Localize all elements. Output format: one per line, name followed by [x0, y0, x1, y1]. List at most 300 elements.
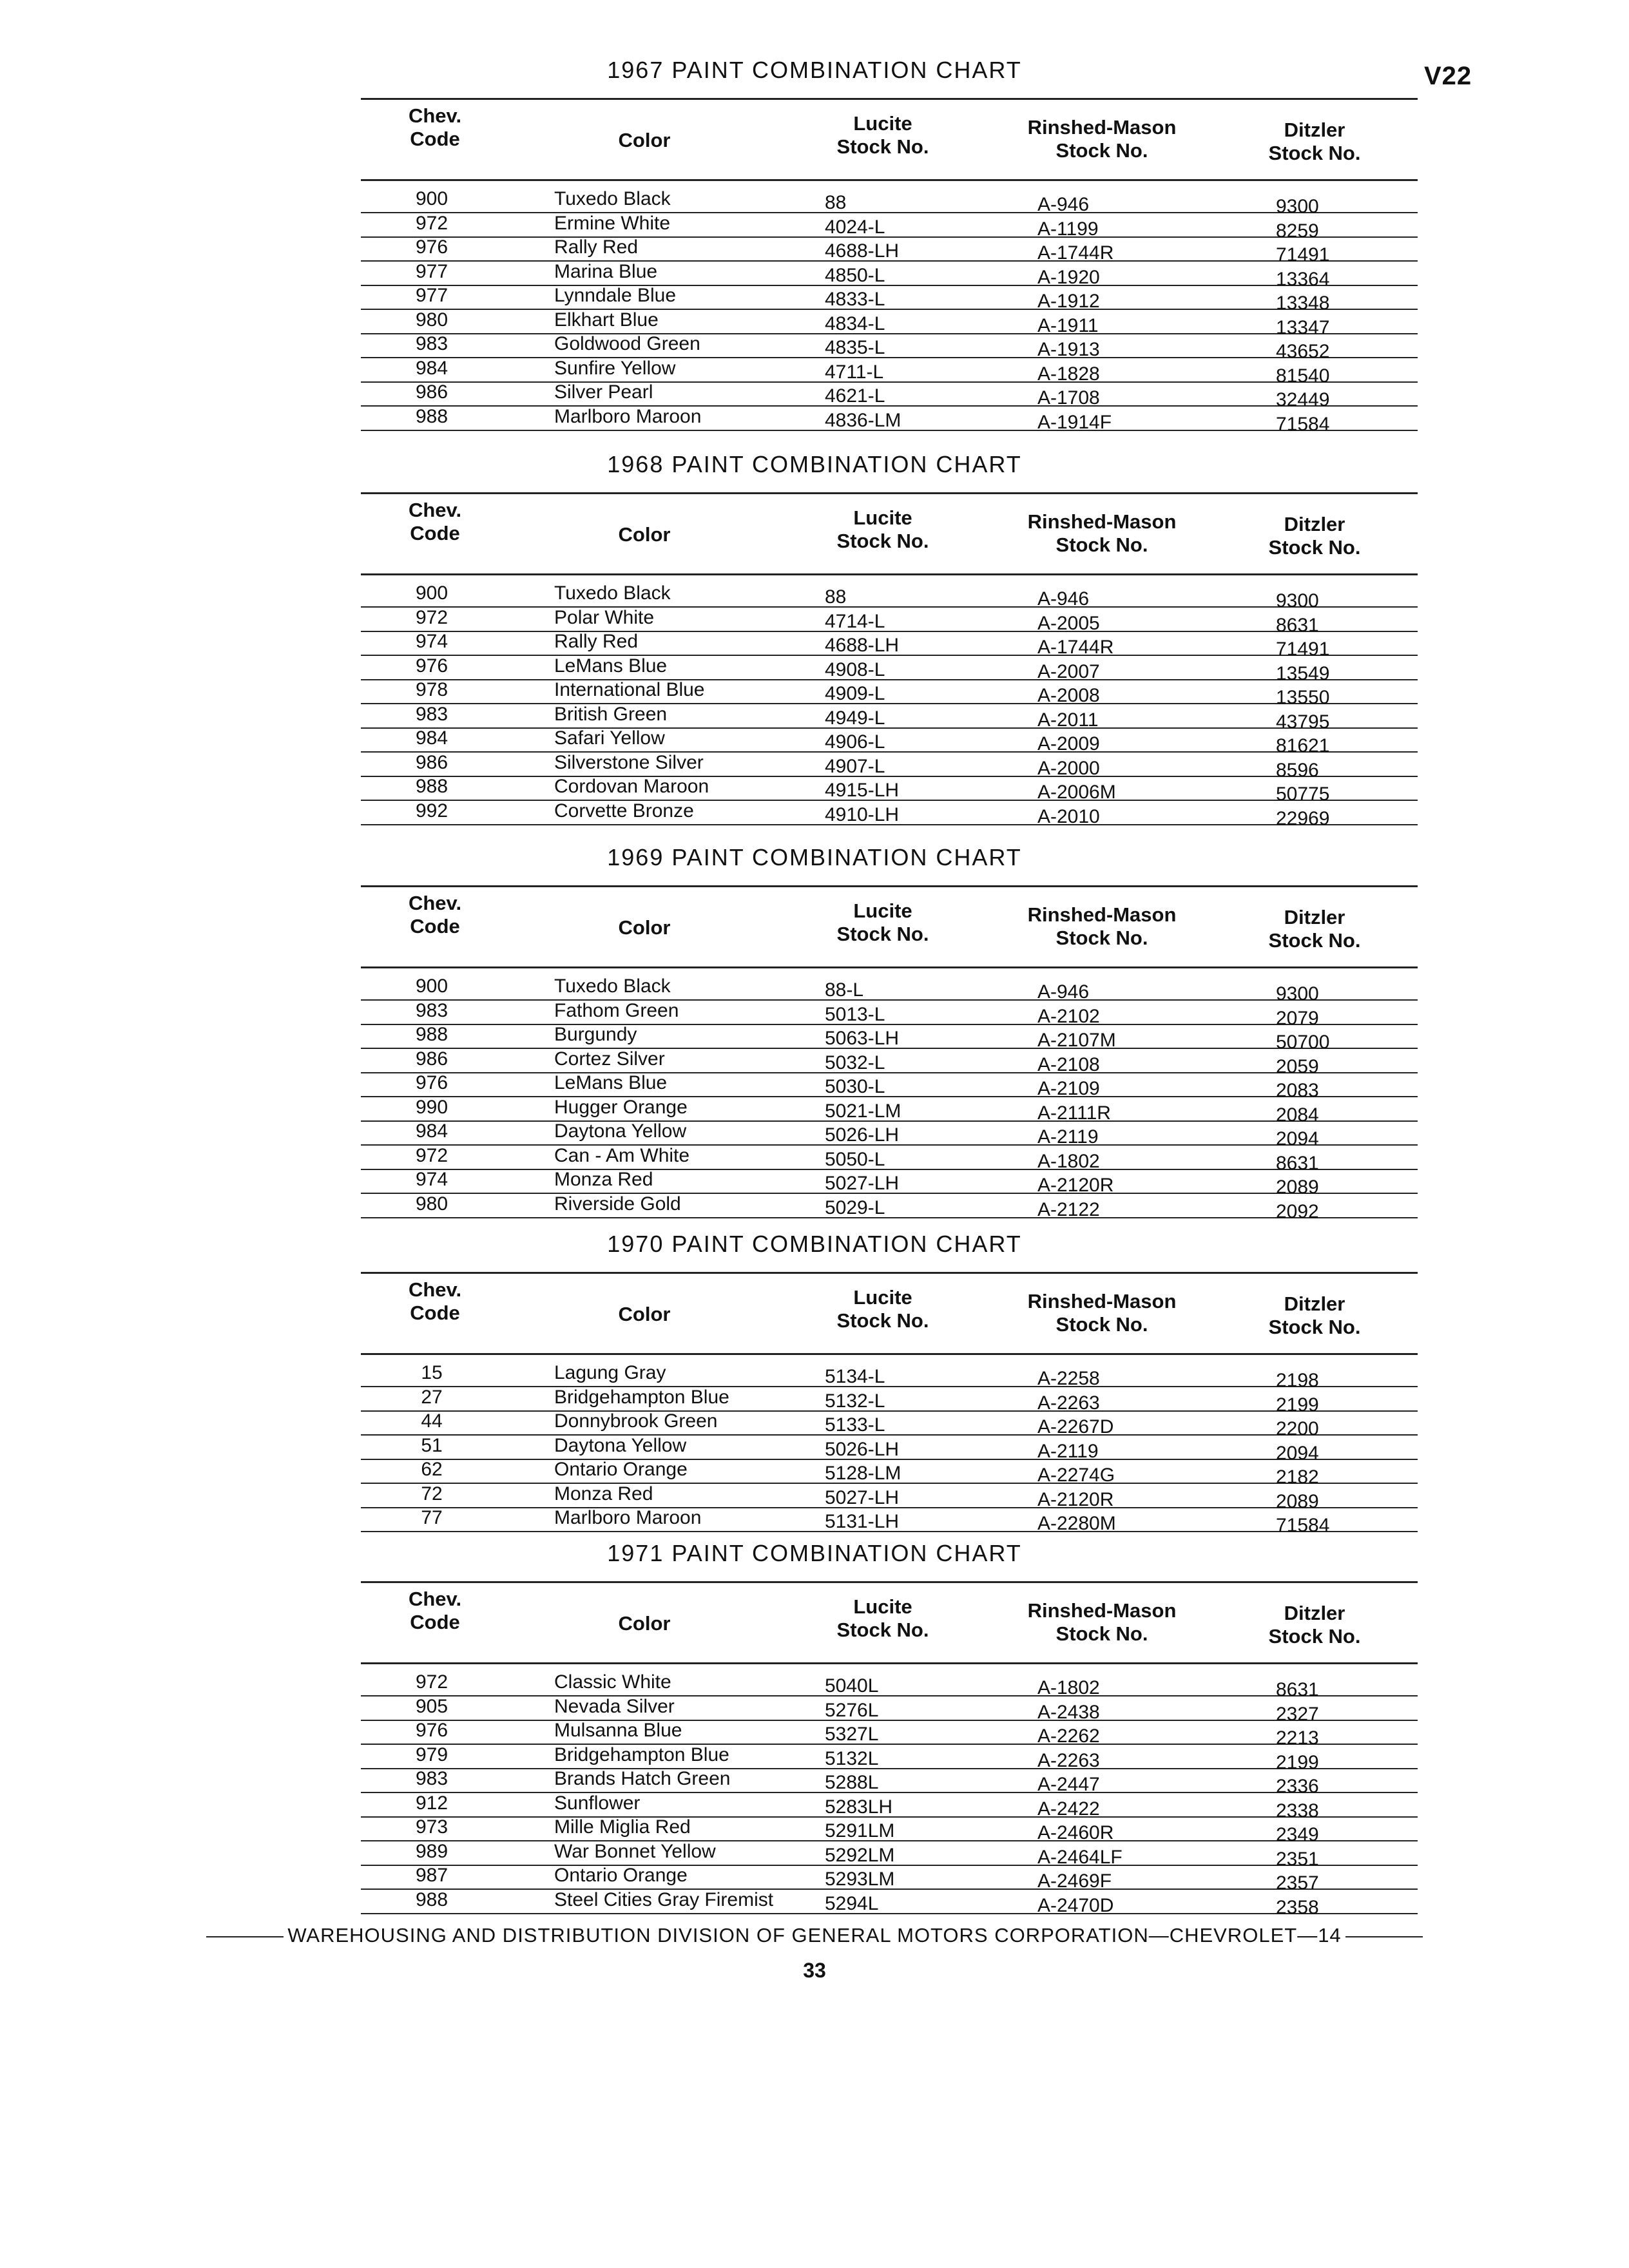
header-color: Color [618, 916, 671, 939]
cell-ditzler: 2059 [1276, 1055, 1319, 1077]
header-ditzler: Ditzler Stock No. [1268, 1293, 1361, 1338]
cell-lucite: 5292LM [825, 1844, 895, 1866]
header-lucite: Lucite Stock No. [836, 1595, 929, 1641]
table-row [361, 631, 1418, 660]
cell-rinshed: A-2263 [1037, 1392, 1100, 1414]
table-row [361, 333, 1418, 362]
table-row [361, 776, 1418, 805]
cell-rinshed: A-946 [1037, 981, 1090, 1003]
cell-color: Mulsanna Blue [554, 1720, 682, 1741]
header-bottom-rule [361, 1662, 1418, 1664]
cell-color: Marlboro Maroon [554, 1507, 702, 1528]
table-row [361, 606, 1418, 636]
cell-color: Polar White [554, 606, 655, 628]
table-row [361, 1840, 1418, 1870]
cell-lucite: 4688-LH [825, 635, 900, 656]
cell-ditzler: 2094 [1276, 1442, 1319, 1464]
cell-ditzler: 2338 [1276, 1800, 1319, 1821]
cell-ditzler: 81621 [1276, 735, 1330, 756]
cell-code: 905 [415, 1695, 448, 1717]
cell-rinshed: A-1708 [1037, 387, 1100, 408]
cell-lucite: 4621-L [825, 385, 885, 407]
table-row [361, 727, 1418, 756]
cell-lucite: 5050-L [825, 1148, 885, 1170]
cell-rinshed: A-946 [1037, 588, 1090, 610]
cell-lucite: 4907-L [825, 755, 885, 777]
cell-color: Silver Pearl [554, 381, 653, 403]
cell-rinshed: A-1911 [1037, 314, 1099, 336]
cell-lucite: 5013-L [825, 1003, 885, 1025]
cell-color: Nevada Silver [554, 1695, 675, 1717]
header-color: Color [618, 1612, 671, 1635]
cell-ditzler: 8596 [1276, 759, 1319, 781]
cell-lucite: 5276L [825, 1699, 879, 1721]
cell-ditzler: 2351 [1276, 1848, 1319, 1870]
cell-lucite: 5294L [825, 1892, 879, 1914]
cell-rinshed: A-1744R [1037, 242, 1114, 264]
cell-rinshed: A-2111R [1037, 1102, 1111, 1124]
table-row [361, 1483, 1418, 1512]
cell-lucite: 4908-L [825, 658, 885, 680]
footer-rule-right [1345, 1936, 1423, 1937]
footer-rule-left [206, 1936, 284, 1937]
cell-rinshed: A-2263 [1037, 1749, 1100, 1771]
cell-color: Silverstone Silver [554, 751, 704, 773]
chart-title: 1967 PAINT COMBINATION CHART [607, 57, 1022, 83]
cell-ditzler: 81540 [1276, 365, 1330, 387]
cell-code: 977 [415, 285, 448, 306]
header-color: Color [618, 523, 671, 546]
cell-ditzler: 13549 [1276, 662, 1330, 684]
table-row [361, 1671, 1418, 1700]
cell-code: 986 [415, 751, 448, 773]
table-row [361, 703, 1418, 733]
cell-code: 972 [415, 1671, 448, 1693]
cell-ditzler: 8631 [1276, 1152, 1319, 1174]
cell-lucite: 4910-LH [825, 803, 900, 825]
cell-code: 988 [415, 1888, 448, 1910]
cell-ditzler: 2357 [1276, 1872, 1319, 1894]
table-row [361, 1768, 1418, 1797]
cell-color: War Bonnet Yellow [554, 1840, 716, 1862]
header-code: Chev. Code [408, 1278, 462, 1324]
cell-rinshed: A-1199 [1037, 218, 1099, 240]
cell-rinshed: A-2119 [1037, 1126, 1099, 1148]
cell-lucite: 4906-L [825, 731, 885, 753]
cell-lucite: 4024-L [825, 216, 885, 238]
cell-code: 984 [415, 1120, 448, 1142]
cell-color: Riverside Gold [554, 1193, 681, 1215]
cell-color: Tuxedo Black [554, 975, 671, 997]
cell-code: 972 [415, 212, 448, 234]
header-top-rule [361, 1272, 1418, 1274]
cell-lucite: 5132L [825, 1747, 879, 1769]
cell-code: 983 [415, 1768, 448, 1789]
table-row [361, 1072, 1418, 1101]
cell-color: Bridgehampton Blue [554, 1744, 729, 1765]
cell-code: 974 [415, 1169, 448, 1190]
cell-rinshed: A-2011 [1037, 709, 1099, 731]
cell-ditzler: 2198 [1276, 1370, 1319, 1391]
cell-color: Ermine White [554, 212, 671, 234]
cell-ditzler: 13550 [1276, 687, 1330, 708]
cell-rinshed: A-2262 [1037, 1725, 1100, 1747]
header-top-rule [361, 492, 1418, 494]
cell-color: Burgundy [554, 1024, 637, 1045]
cell-color: Daytona Yellow [554, 1434, 687, 1456]
cell-rinshed: A-1802 [1037, 1150, 1100, 1172]
footer [0, 1924, 1629, 1947]
cell-rinshed: A-2010 [1037, 805, 1100, 827]
cell-color: Monza Red [554, 1483, 653, 1504]
cell-code: 44 [421, 1410, 443, 1432]
cell-lucite: 4834-L [825, 312, 885, 334]
table-row [361, 1792, 1418, 1821]
cell-color: Goldwood Green [554, 333, 700, 354]
cell-lucite: 4711-L [825, 361, 884, 383]
cell-rinshed: A-2438 [1037, 1701, 1100, 1723]
cell-color: Bridgehampton Blue [554, 1386, 729, 1408]
cell-color: Classic White [554, 1671, 671, 1693]
table-row [361, 260, 1418, 290]
cell-ditzler: 2079 [1276, 1007, 1319, 1029]
cell-ditzler: 8631 [1276, 614, 1319, 636]
cell-code: 976 [415, 236, 448, 258]
cell-ditzler: 2089 [1276, 1490, 1319, 1512]
cell-color: Can - Am White [554, 1144, 690, 1166]
table-row [361, 236, 1418, 265]
cell-ditzler: 2349 [1276, 1824, 1319, 1845]
cell-color: Fathom Green [554, 999, 679, 1021]
cell-code: 986 [415, 1048, 448, 1070]
cell-lucite: 88-L [825, 979, 864, 1001]
header-lucite: Lucite Stock No. [836, 506, 929, 552]
cell-code: 972 [415, 1144, 448, 1166]
cell-color: Sunfire Yellow [554, 357, 676, 379]
table-row [361, 357, 1418, 387]
header-code: Chev. Code [408, 499, 462, 544]
table-row [361, 285, 1418, 314]
cell-code: 987 [415, 1865, 448, 1886]
cell-lucite: 5032-L [825, 1052, 885, 1073]
cell-color: British Green [554, 703, 668, 725]
header-lucite: Lucite Stock No. [836, 1286, 929, 1332]
cell-color: Corvette Bronze [554, 800, 694, 822]
cell-code: 976 [415, 1072, 448, 1093]
cell-code: 900 [415, 975, 448, 997]
cell-code: 27 [421, 1386, 443, 1408]
cell-rinshed: A-2000 [1037, 757, 1100, 779]
header-bottom-rule [361, 966, 1418, 968]
cell-code: 973 [415, 1816, 448, 1838]
cell-color: International Blue [554, 679, 705, 700]
cell-ditzler: 22969 [1276, 807, 1330, 829]
cell-code: 983 [415, 999, 448, 1021]
cell-code: 77 [421, 1507, 443, 1528]
table-row [361, 1434, 1418, 1464]
cell-rinshed: A-2267D [1037, 1416, 1114, 1437]
cell-rinshed: A-946 [1037, 194, 1090, 215]
cell-rinshed: A-2280M [1037, 1513, 1116, 1534]
cell-lucite: 4915-LH [825, 780, 900, 801]
header-bottom-rule [361, 1353, 1418, 1355]
cell-lucite: 4850-L [825, 264, 885, 286]
header-ditzler: Ditzler Stock No. [1268, 119, 1361, 164]
table-row [361, 188, 1418, 217]
cell-rinshed: A-1912 [1037, 291, 1100, 312]
cell-lucite: 5132-L [825, 1390, 885, 1412]
table-row [361, 1193, 1418, 1222]
cell-lucite: 4835-L [825, 337, 885, 358]
table-row [361, 679, 1418, 708]
cell-lucite: 88 [825, 192, 847, 213]
cell-code: 976 [415, 1720, 448, 1741]
cell-ditzler: 2083 [1276, 1080, 1319, 1101]
table-row [361, 1865, 1418, 1894]
cell-rinshed: A-2107M [1037, 1030, 1116, 1051]
table-row [361, 1144, 1418, 1174]
cell-lucite: 5040L [825, 1675, 879, 1696]
cell-rinshed: A-2470D [1037, 1894, 1114, 1916]
cell-lucite: 88 [825, 586, 847, 608]
cell-color: Elkhart Blue [554, 309, 659, 331]
cell-code: 51 [421, 1434, 443, 1456]
page-code: V22 [1424, 62, 1472, 90]
table-row [361, 1507, 1418, 1536]
cell-code: 990 [415, 1096, 448, 1118]
cell-ditzler: 8259 [1276, 220, 1319, 242]
cell-code: 62 [421, 1459, 443, 1480]
table-row [361, 1096, 1418, 1126]
table-row [361, 1024, 1418, 1053]
table-row [361, 1410, 1418, 1439]
cell-code: 988 [415, 405, 448, 427]
table-row [361, 975, 1418, 1004]
cell-ditzler: 71584 [1276, 1515, 1330, 1536]
footer-text: WAREHOUSING AND DISTRIBUTION DIVISION OF GENERAL MOTORS CORPORATION—CHEVROLET—14 [287, 1924, 1342, 1946]
cell-rinshed: A-1802 [1037, 1677, 1100, 1698]
header-ditzler: Ditzler Stock No. [1268, 513, 1361, 559]
cell-ditzler: 71491 [1276, 244, 1330, 265]
cell-color: Ontario Orange [554, 1865, 688, 1886]
header-lucite: Lucite Stock No. [836, 899, 929, 945]
cell-rinshed: A-2120R [1037, 1175, 1114, 1196]
cell-lucite: 5131-LH [825, 1511, 900, 1532]
cell-ditzler: 2336 [1276, 1776, 1319, 1797]
cell-ditzler: 9300 [1276, 590, 1319, 611]
cell-color: Cordovan Maroon [554, 776, 709, 797]
cell-code: 974 [415, 631, 448, 652]
cell-code: 984 [415, 357, 448, 379]
cell-ditzler: 50775 [1276, 783, 1330, 805]
cell-code: 900 [415, 188, 448, 209]
cell-color: Lagung Gray [554, 1362, 666, 1383]
cell-code: 983 [415, 333, 448, 354]
table-row [361, 309, 1418, 338]
cell-code: 986 [415, 381, 448, 403]
cell-code: 989 [415, 1840, 448, 1862]
cell-rinshed: A-1920 [1037, 266, 1100, 288]
cell-lucite: 5027-LH [825, 1486, 900, 1508]
cell-lucite: 5021-LM [825, 1100, 901, 1122]
page-number: 33 [803, 1959, 826, 1982]
header-top-rule [361, 98, 1418, 100]
cell-lucite: 5327L [825, 1724, 879, 1745]
cell-rinshed: A-2120R [1037, 1488, 1114, 1510]
cell-lucite: 4714-L [825, 610, 885, 632]
cell-color: Monza Red [554, 1169, 653, 1190]
cell-lucite: 5030-L [825, 1076, 885, 1097]
cell-lucite: 4909-L [825, 683, 885, 704]
header-rinshed: Rinshed-Mason Stock No. [1027, 903, 1177, 949]
cell-code: 983 [415, 703, 448, 725]
cell-rinshed: A-2007 [1037, 660, 1100, 682]
header-ditzler: Ditzler Stock No. [1268, 1602, 1361, 1648]
header-rinshed: Rinshed-Mason Stock No. [1027, 116, 1177, 162]
chart-title: 1968 PAINT COMBINATION CHART [607, 451, 1022, 477]
cell-ditzler: 2092 [1276, 1200, 1319, 1222]
table-row [361, 1888, 1418, 1918]
table-row [361, 999, 1418, 1029]
header-top-rule [361, 1581, 1418, 1583]
cell-lucite: 5291LM [825, 1820, 895, 1841]
cell-ditzler: 2200 [1276, 1418, 1319, 1439]
table-row [361, 1120, 1418, 1149]
table-row [361, 1169, 1418, 1198]
cell-color: Brands Hatch Green [554, 1768, 731, 1789]
cell-color: Tuxedo Black [554, 582, 671, 604]
header-rinshed: Rinshed-Mason Stock No. [1027, 510, 1177, 556]
table-row [361, 1695, 1418, 1725]
cell-ditzler: 71584 [1276, 413, 1330, 435]
cell-color: Donnybrook Green [554, 1410, 718, 1432]
cell-ditzler: 2327 [1276, 1703, 1319, 1725]
cell-code: 15 [421, 1362, 443, 1383]
cell-color: Cortez Silver [554, 1048, 665, 1070]
cell-ditzler: 2182 [1276, 1466, 1319, 1488]
cell-lucite: 5026-LH [825, 1438, 900, 1460]
cell-color: LeMans Blue [554, 655, 668, 677]
cell-ditzler: 71491 [1276, 639, 1330, 660]
cell-lucite: 4949-L [825, 707, 885, 729]
table-row [361, 381, 1418, 410]
table-row [361, 751, 1418, 781]
cell-code: 912 [415, 1792, 448, 1814]
cell-ditzler: 2084 [1276, 1104, 1319, 1126]
cell-lucite: 4836-LM [825, 409, 901, 431]
table-row [361, 1459, 1418, 1488]
header-rinshed: Rinshed-Mason Stock No. [1027, 1599, 1177, 1645]
header-bottom-rule [361, 179, 1418, 181]
cell-ditzler: 2199 [1276, 1751, 1319, 1773]
cell-code: 72 [421, 1483, 443, 1504]
header-color: Color [618, 129, 671, 151]
cell-color: Daytona Yellow [554, 1120, 687, 1142]
cell-lucite: 4833-L [825, 289, 885, 310]
cell-code: 992 [415, 800, 448, 822]
table-row [361, 405, 1418, 435]
cell-code: 972 [415, 606, 448, 628]
cell-rinshed: A-1744R [1037, 637, 1114, 658]
cell-color: Rally Red [554, 631, 639, 652]
cell-rinshed: A-2258 [1037, 1368, 1100, 1389]
cell-lucite: 5293LM [825, 1869, 895, 1890]
header-rinshed: Rinshed-Mason Stock No. [1027, 1290, 1177, 1336]
header-color: Color [618, 1303, 671, 1325]
cell-rinshed: A-1914F [1037, 411, 1112, 433]
cell-rinshed: A-2006M [1037, 782, 1116, 803]
cell-code: 980 [415, 1193, 448, 1215]
cell-code: 978 [415, 679, 448, 700]
header-top-rule [361, 885, 1418, 887]
cell-ditzler: 50700 [1276, 1032, 1330, 1053]
cell-color: Marina Blue [554, 260, 658, 282]
cell-code: 980 [415, 309, 448, 331]
cell-color: Hugger Orange [554, 1096, 688, 1118]
cell-color: Marlboro Maroon [554, 405, 702, 427]
cell-ditzler: 2199 [1276, 1394, 1319, 1416]
cell-lucite: 5288L [825, 1772, 879, 1793]
cell-lucite: 5133-L [825, 1414, 885, 1436]
cell-color: Tuxedo Black [554, 188, 671, 209]
cell-color: Mille Miglia Red [554, 1816, 691, 1838]
table-row [361, 1816, 1418, 1845]
cell-lucite: 5063-LH [825, 1028, 900, 1049]
cell-lucite: 5134-L [825, 1366, 885, 1387]
cell-rinshed: A-1913 [1037, 339, 1100, 360]
cell-rinshed: A-2119 [1037, 1440, 1099, 1462]
cell-color: Lynndale Blue [554, 285, 677, 306]
cell-ditzler: 8631 [1276, 1679, 1319, 1700]
cell-rinshed: A-2422 [1037, 1798, 1100, 1820]
cell-ditzler: 9300 [1276, 983, 1319, 1004]
cell-rinshed: A-2005 [1037, 612, 1100, 634]
cell-code: 976 [415, 655, 448, 677]
cell-ditzler: 2213 [1276, 1727, 1319, 1749]
header-code: Chev. Code [408, 104, 462, 150]
cell-rinshed: A-2469F [1037, 1870, 1112, 1892]
cell-lucite: 5027-LH [825, 1173, 900, 1194]
cell-lucite: 5029-L [825, 1196, 885, 1218]
cell-lucite: 5283LH [825, 1796, 893, 1818]
chart-title: 1971 PAINT COMBINATION CHART [607, 1540, 1022, 1566]
cell-rinshed: A-2464LF [1037, 1846, 1123, 1868]
cell-color: Rally Red [554, 236, 639, 258]
cell-code: 988 [415, 776, 448, 797]
cell-ditzler: 43795 [1276, 711, 1330, 733]
cell-lucite: 4688-LH [825, 240, 900, 262]
cell-rinshed: A-2108 [1037, 1053, 1100, 1075]
cell-rinshed: A-2274G [1037, 1465, 1115, 1486]
cell-color: LeMans Blue [554, 1072, 668, 1093]
cell-ditzler: 32449 [1276, 389, 1330, 410]
header-bottom-rule [361, 573, 1418, 575]
cell-code: 979 [415, 1744, 448, 1765]
cell-code: 984 [415, 727, 448, 749]
header-code: Chev. Code [408, 892, 462, 937]
cell-lucite: 5128-LM [825, 1463, 901, 1484]
cell-ditzler: 2358 [1276, 1896, 1319, 1918]
chart-title: 1970 PAINT COMBINATION CHART [607, 1231, 1022, 1257]
table-row [361, 655, 1418, 684]
table-row [361, 800, 1418, 829]
table-row [361, 212, 1418, 242]
cell-code: 988 [415, 1024, 448, 1045]
cell-color: Safari Yellow [554, 727, 665, 749]
cell-ditzler: 9300 [1276, 196, 1319, 217]
chart-title: 1969 PAINT COMBINATION CHART [607, 844, 1022, 870]
header-ditzler: Ditzler Stock No. [1268, 906, 1361, 952]
